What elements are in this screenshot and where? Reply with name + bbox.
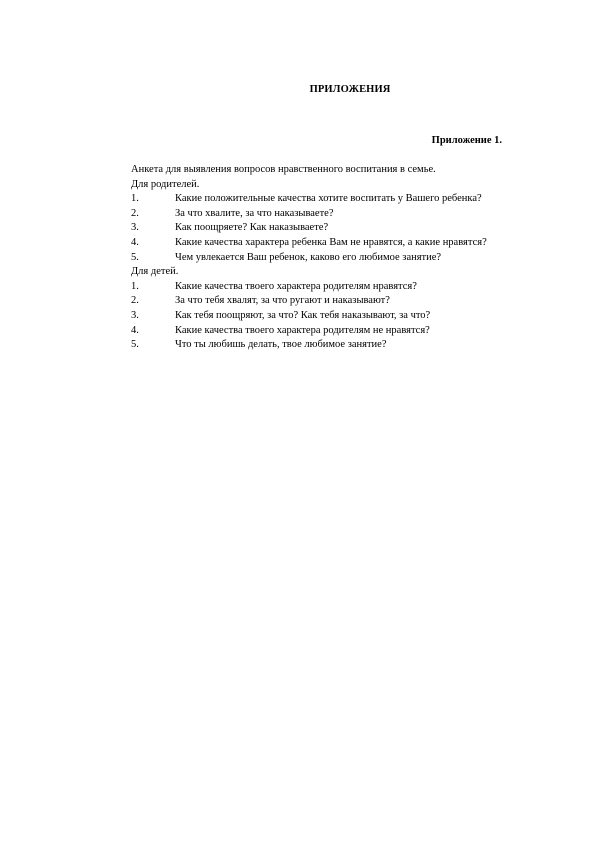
question-text: Какие качества твоего характера родителям нравятся? — [175, 280, 417, 292]
question-number: 2. — [131, 295, 139, 307]
question-number: 3. — [131, 222, 139, 234]
question-number: 5. — [131, 251, 139, 263]
question-text: Какие положительные качества хотите воспитать у Вашего ребенка? — [175, 193, 482, 205]
question-text: За что тебя хвалят, за что ругают и наказывают? — [175, 295, 390, 307]
children-question-5 — [131, 338, 551, 353]
question-text: За что хвалите, за что наказываете? — [175, 207, 334, 219]
question-number: 5. — [131, 339, 139, 351]
question-number: 4. — [131, 236, 139, 248]
children-question-4 — [131, 324, 551, 339]
question-text: Как тебя поощряют, за что? Как тебя наказывают, за что? — [175, 309, 431, 321]
parents-question-2 — [131, 207, 551, 222]
question-text: Какие качества твоего характера родителям не нравятся? — [175, 324, 430, 336]
question-number: 2. — [131, 207, 139, 219]
question-number: 1. — [131, 280, 139, 292]
children-question-1 — [131, 280, 551, 295]
parents-heading: Для родителей. — [131, 178, 200, 190]
children-heading: Для детей. — [131, 266, 179, 278]
children-question-2 — [131, 294, 551, 309]
question-number: 1. — [131, 193, 139, 205]
question-text: Как поощряете? Как наказываете? — [175, 222, 329, 234]
questionnaire-body — [131, 163, 551, 353]
parents-question-4 — [131, 236, 551, 251]
question-number: 4. — [131, 324, 139, 336]
parents-question-1 — [131, 192, 551, 207]
page-title: ПРИЛОЖЕНИЯ — [309, 84, 391, 95]
parents-question-5 — [131, 251, 551, 266]
question-number: 3. — [131, 309, 139, 321]
questionnaire-intro: Анкета для выявления вопросов нравственного воспитания в семье. — [131, 164, 436, 175]
appendix-label: Приложение 1. — [431, 135, 502, 146]
question-text: Чем увлекается Ваш ребенок, каково его любимое занятие? — [175, 251, 442, 263]
question-text: Что ты любишь делать, твое любимое занятие? — [175, 339, 387, 351]
parents-question-3 — [131, 221, 551, 236]
children-question-3 — [131, 309, 551, 324]
question-text: Какие качества характера ребенка Вам не нравятся, а какие нравятся? — [175, 236, 487, 248]
